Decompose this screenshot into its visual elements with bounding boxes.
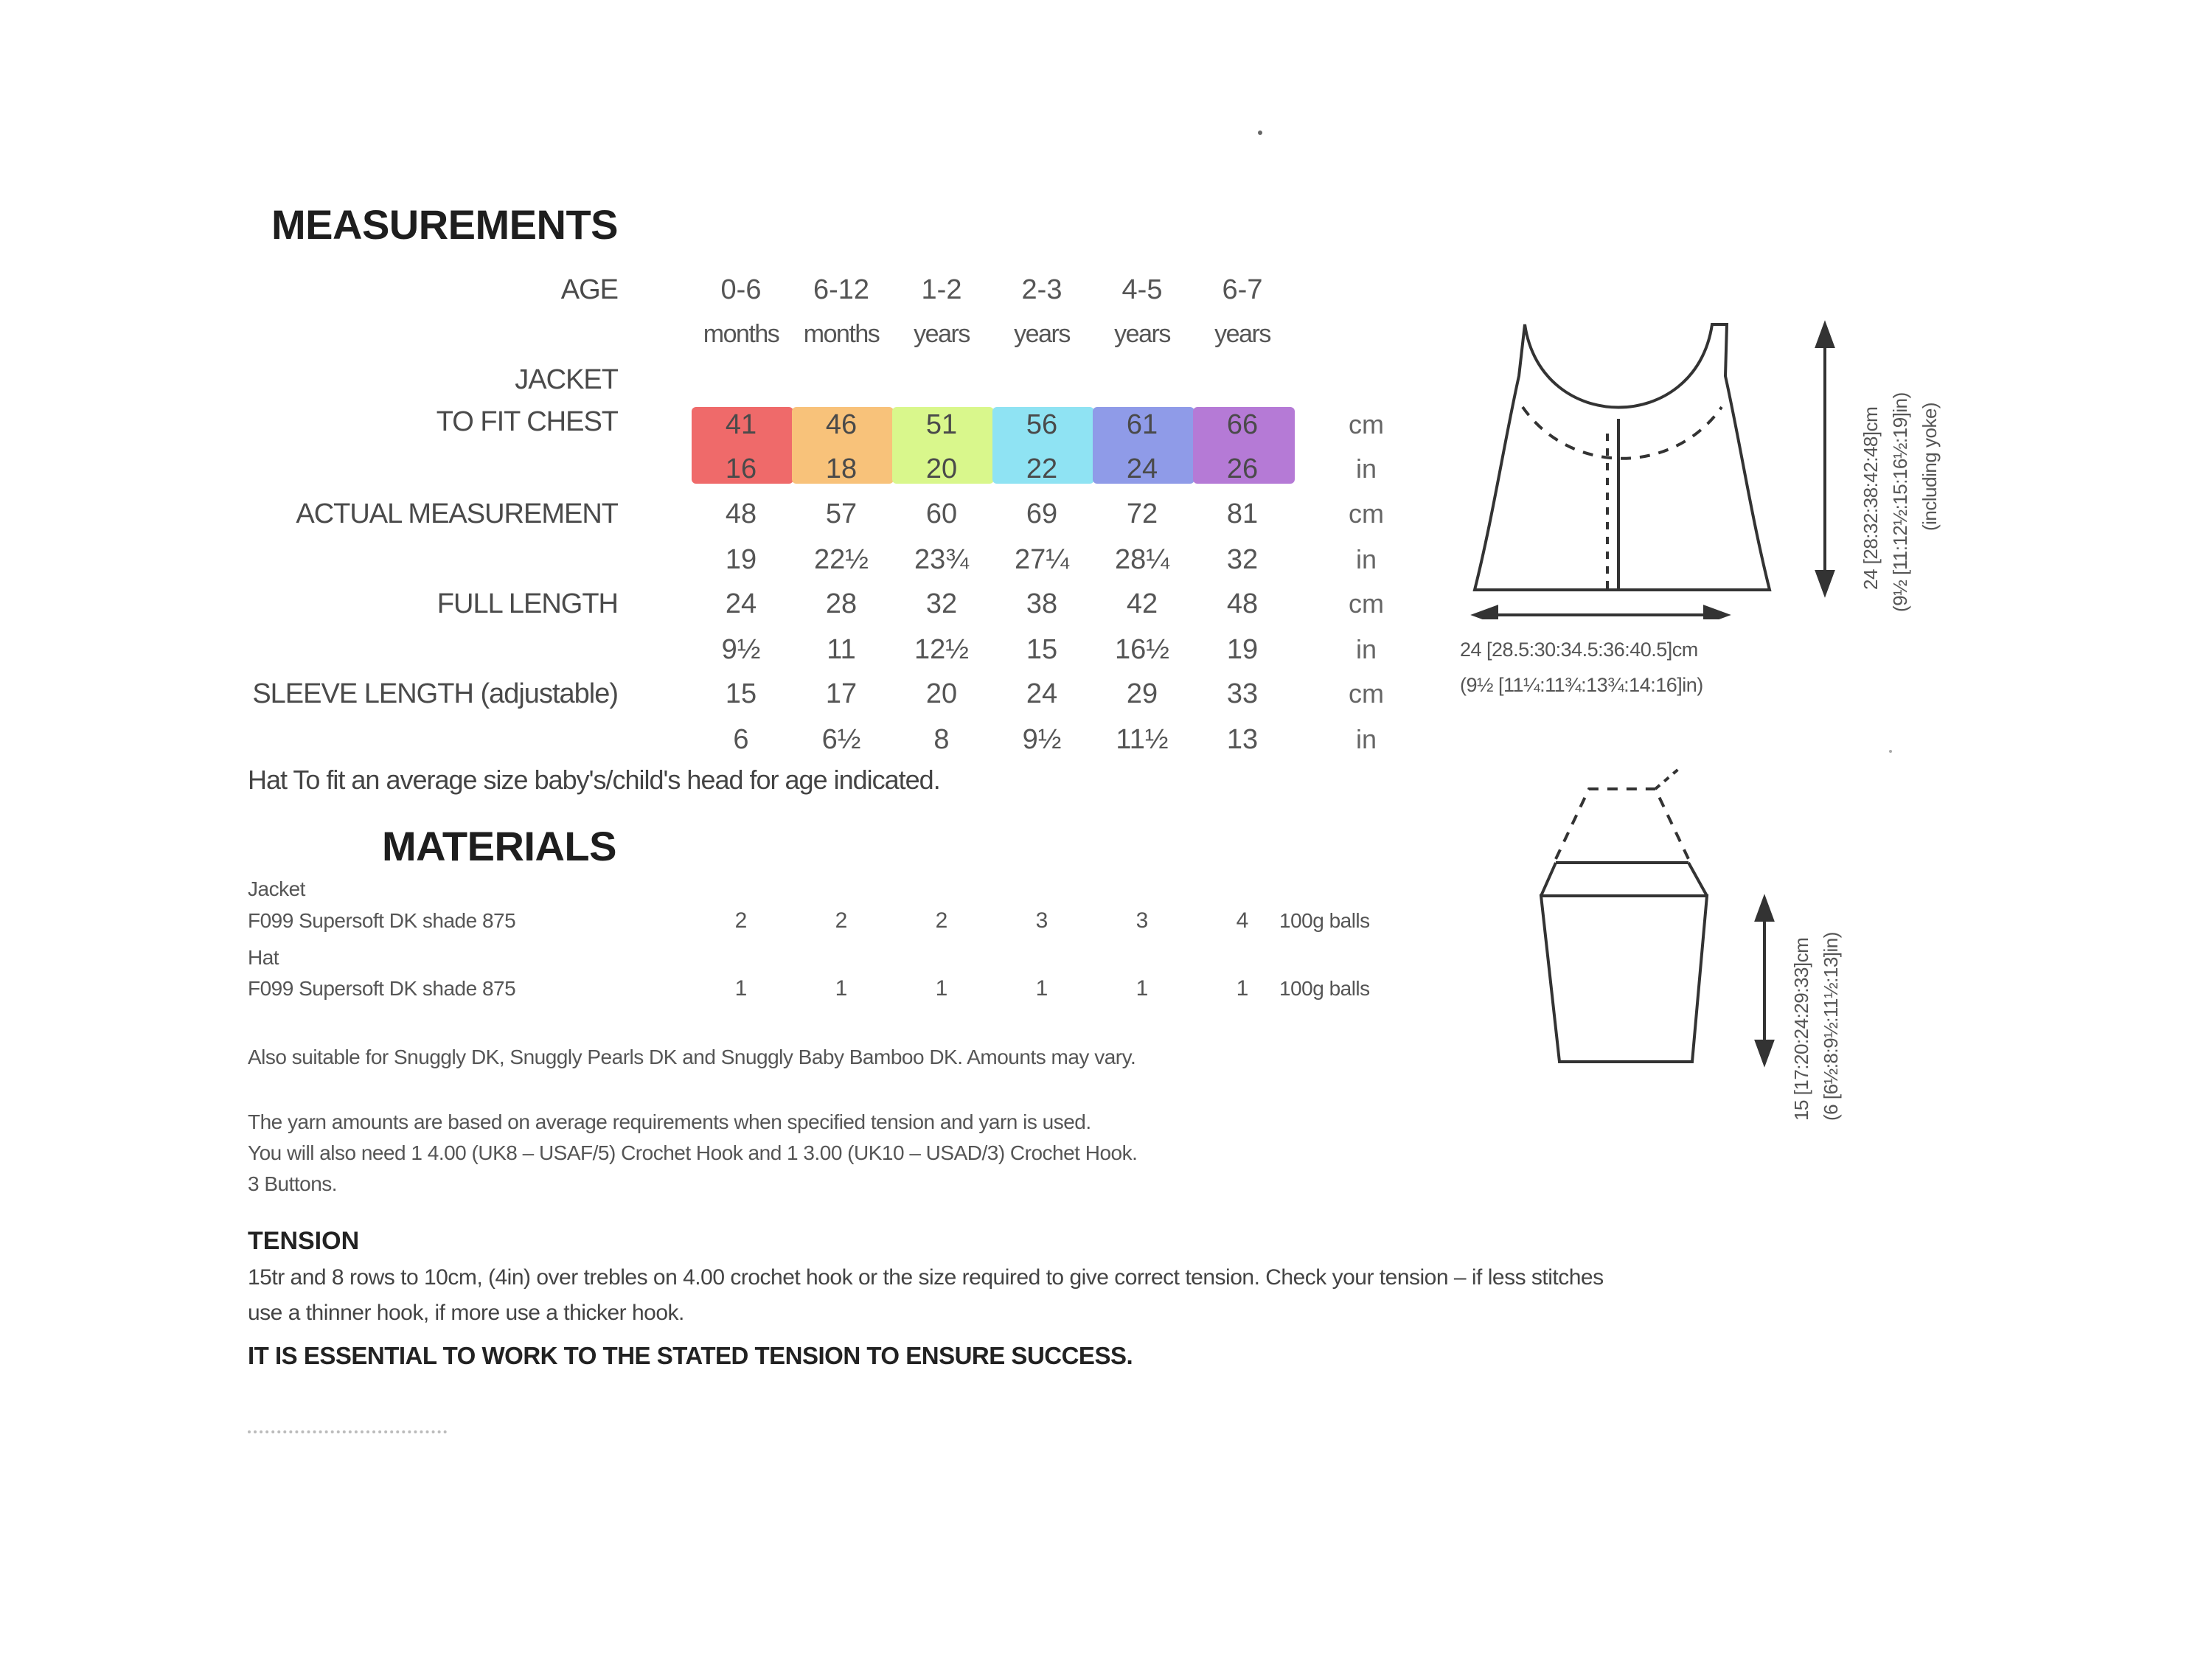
hat-balls-cell: 1 bbox=[835, 976, 848, 1001]
essential-note: IT IS ESSENTIAL TO WORK TO THE STATED TENSION TO ENSURE SUCCESS. bbox=[248, 1342, 1133, 1369]
ages-top-cell: 0-6 bbox=[720, 274, 762, 305]
buttons-note: 3 Buttons. bbox=[248, 1172, 338, 1195]
actual-in-cell: 32 bbox=[1226, 544, 1259, 575]
materials-hat-yarn: F099 Supersoft DK shade 875 bbox=[248, 977, 516, 1000]
hat-balls-cell: 1 bbox=[1236, 976, 1249, 1001]
jacket-balls-cell: 3 bbox=[1135, 908, 1149, 933]
jacket-balls-cell: 2 bbox=[935, 908, 948, 933]
hat-crown-dashed bbox=[1556, 789, 1688, 859]
actual-in-cell: 19 bbox=[725, 544, 757, 575]
sleeve-in-cell: 6 bbox=[733, 724, 749, 755]
tension-heading: TENSION bbox=[248, 1227, 360, 1255]
actual-measurement-label: ACTUAL MEASUREMENT bbox=[296, 498, 618, 529]
speck bbox=[1889, 750, 1892, 753]
full-length-label: FULL LENGTH bbox=[437, 588, 618, 619]
ages-bottom-cell: years bbox=[1114, 320, 1170, 348]
fit-cm-cell: 61 bbox=[1126, 409, 1158, 440]
actual-in-cell: 28¼ bbox=[1115, 544, 1169, 575]
full-cm-cell: 42 bbox=[1126, 588, 1158, 619]
length-arrow-top bbox=[1817, 324, 1833, 347]
fit-cm-cell: 51 bbox=[925, 409, 958, 440]
fit-cm-cell: 56 bbox=[1026, 409, 1058, 440]
jacket-balls-unit: 100g balls bbox=[1279, 909, 1370, 932]
materials-heading: MATERIALS bbox=[382, 823, 616, 869]
actual-cm-cell: 72 bbox=[1126, 498, 1158, 529]
sleeve-in-cell: 9½ bbox=[1022, 724, 1062, 755]
full-cm-cell: 28 bbox=[825, 588, 858, 619]
sleeve-cm-cell: 20 bbox=[925, 678, 958, 709]
ages-bottom-cell: months bbox=[803, 320, 880, 348]
jacket-yoke-dashed bbox=[1523, 407, 1722, 459]
ages-top-cell: 6-12 bbox=[813, 274, 870, 305]
hat-note: Hat To fit an average size baby's/child's head for age indicated. bbox=[248, 765, 940, 795]
materials-hat-label: Hat bbox=[248, 946, 279, 969]
sleeve-cm-cell: 17 bbox=[825, 678, 858, 709]
speck bbox=[1258, 131, 1262, 135]
jacket-length-cm: 24 [28:32:38:42:48]cm bbox=[1860, 406, 1882, 590]
ages-top-cell: 6-7 bbox=[1222, 274, 1263, 305]
also-suitable-note: Also suitable for Snuggly DK, Snuggly Pearls DK and Snuggly Baby Bamboo DK. Amounts may vary. bbox=[248, 1046, 1136, 1068]
hat-height-arrow-top bbox=[1756, 898, 1773, 920]
jacket-balls-cell: 3 bbox=[1035, 908, 1048, 933]
fit-in-cell: 18 bbox=[825, 453, 858, 484]
jacket-balls-cell: 2 bbox=[835, 908, 848, 933]
sleeve-cm-cell: 15 bbox=[725, 678, 757, 709]
jacket-label: JACKET bbox=[515, 364, 618, 395]
sleeve-in-cell: 11½ bbox=[1116, 724, 1169, 755]
ages-bottom-cell: months bbox=[703, 320, 779, 348]
hat-height-in: (6 [6½:8:9½:11½:13]in) bbox=[1820, 932, 1842, 1121]
sleeve-length-label: SLEEVE LENGTH (adjustable) bbox=[252, 678, 618, 709]
fit-cm-cell: 41 bbox=[725, 409, 757, 440]
full-cm-cell: 38 bbox=[1026, 588, 1058, 619]
ages-bottom-cell: years bbox=[1214, 320, 1270, 348]
full-in-cell: 19 bbox=[1226, 634, 1259, 665]
hat-diagram bbox=[1512, 759, 1792, 1084]
actual-cm-cell: 48 bbox=[725, 498, 757, 529]
fit-in-cell: 16 bbox=[725, 453, 757, 484]
full-length-unit-cm: cm bbox=[1349, 588, 1384, 619]
actual-in-cell: 22½ bbox=[814, 544, 869, 575]
fit-chest-label: TO FIT CHEST bbox=[436, 406, 618, 437]
fit-in-cell: 20 bbox=[925, 453, 958, 484]
sleeve-cm-cell: 29 bbox=[1126, 678, 1158, 709]
actual-unit-in: in bbox=[1355, 544, 1377, 574]
ages-bottom-cell: years bbox=[914, 320, 970, 348]
actual-cm-cell: 60 bbox=[925, 498, 958, 529]
fit-chest-unit-cm: cm bbox=[1349, 409, 1384, 439]
sleeve-in-cell: 8 bbox=[933, 724, 950, 755]
sleeve-unit-in: in bbox=[1355, 724, 1377, 754]
full-cm-cell: 32 bbox=[925, 588, 958, 619]
cut-off-heading bbox=[248, 1430, 447, 1433]
jacket-length-note: (including yoke) bbox=[1919, 402, 1941, 531]
actual-in-cell: 23¾ bbox=[914, 544, 969, 575]
sleeve-cm-cell: 24 bbox=[1026, 678, 1058, 709]
fit-cm-cell: 66 bbox=[1226, 409, 1259, 440]
jacket-width-in: (9½ [11¼:11¾:13¾:14:16]in) bbox=[1460, 674, 1703, 696]
hat-balls-unit: 100g balls bbox=[1279, 977, 1370, 1000]
fit-in-cell: 24 bbox=[1126, 453, 1158, 484]
tension-line-2: use a thinner hook, if more use a thicker hook. bbox=[248, 1301, 684, 1325]
full-length-unit-in: in bbox=[1355, 634, 1377, 664]
age-label: AGE bbox=[560, 274, 618, 305]
fit-in-cell: 22 bbox=[1026, 453, 1058, 484]
ages-top-cell: 1-2 bbox=[921, 274, 962, 305]
hat-balls-cell: 1 bbox=[734, 976, 748, 1001]
hat-balls-cell: 1 bbox=[1135, 976, 1149, 1001]
hat-height-arrow-bottom bbox=[1756, 1041, 1773, 1063]
actual-cm-cell: 69 bbox=[1026, 498, 1058, 529]
width-arrow-left bbox=[1475, 607, 1497, 619]
actual-cm-cell: 57 bbox=[825, 498, 858, 529]
ages-top-cell: 4-5 bbox=[1121, 274, 1163, 305]
width-arrow-right bbox=[1705, 607, 1727, 619]
length-arrow-bottom bbox=[1817, 571, 1833, 594]
full-in-cell: 12½ bbox=[914, 634, 969, 665]
jacket-diagram bbox=[1460, 310, 1961, 619]
full-in-cell: 11 bbox=[827, 634, 856, 665]
tension-line-1: 15tr and 8 rows to 10cm, (4in) over trebles on 4.00 crochet hook or the size required to give correct tension. Check your tension – if less stitches bbox=[248, 1265, 1604, 1290]
sleeve-unit-cm: cm bbox=[1349, 678, 1384, 709]
hat-crown-tip bbox=[1655, 767, 1681, 789]
full-cm-cell: 48 bbox=[1226, 588, 1259, 619]
jacket-balls-cell: 4 bbox=[1236, 908, 1249, 933]
actual-in-cell: 27¼ bbox=[1015, 544, 1069, 575]
hook-note: You will also need 1 4.00 (UK8 – USAF/5) Crochet Hook and 1 3.00 (UK10 – USAD/3) Crochet Hook. bbox=[248, 1141, 1138, 1164]
full-in-cell: 9½ bbox=[721, 634, 761, 665]
materials-jacket-label: Jacket bbox=[248, 877, 305, 900]
hat-balls-cell: 1 bbox=[935, 976, 948, 1001]
jacket-balls-cell: 2 bbox=[734, 908, 748, 933]
hat-band-sides bbox=[1541, 863, 1707, 896]
full-in-cell: 15 bbox=[1026, 634, 1058, 665]
sleeve-in-cell: 6½ bbox=[821, 724, 861, 755]
ages-bottom-cell: years bbox=[1014, 320, 1070, 348]
hat-body bbox=[1541, 896, 1707, 1062]
yarn-amount-note: The yarn amounts are based on average requirements when specified tension and yarn is used. bbox=[248, 1110, 1091, 1133]
sleeve-cm-cell: 33 bbox=[1226, 678, 1259, 709]
materials-jacket-yarn: F099 Supersoft DK shade 875 bbox=[248, 909, 516, 932]
fit-in-cell: 26 bbox=[1226, 453, 1259, 484]
ages-top-cell: 2-3 bbox=[1021, 274, 1062, 305]
measurements-heading: MEASUREMENTS bbox=[271, 201, 619, 248]
full-cm-cell: 24 bbox=[725, 588, 757, 619]
full-in-cell: 16½ bbox=[1115, 634, 1169, 665]
fit-chest-unit-in: in bbox=[1355, 453, 1377, 484]
sleeve-in-cell: 13 bbox=[1226, 724, 1259, 755]
hat-balls-cell: 1 bbox=[1035, 976, 1048, 1001]
jacket-width-cm: 24 [28.5:30:34.5:36:40.5]cm bbox=[1460, 639, 1698, 661]
actual-cm-cell: 81 bbox=[1226, 498, 1259, 529]
actual-unit-cm: cm bbox=[1349, 498, 1384, 529]
jacket-length-in: (9½ [11:12½:15:16½:19]in) bbox=[1889, 392, 1911, 612]
fit-cm-cell: 46 bbox=[825, 409, 858, 440]
hat-height-cm: 15 [17:20:24:29:33]cm bbox=[1790, 937, 1812, 1121]
